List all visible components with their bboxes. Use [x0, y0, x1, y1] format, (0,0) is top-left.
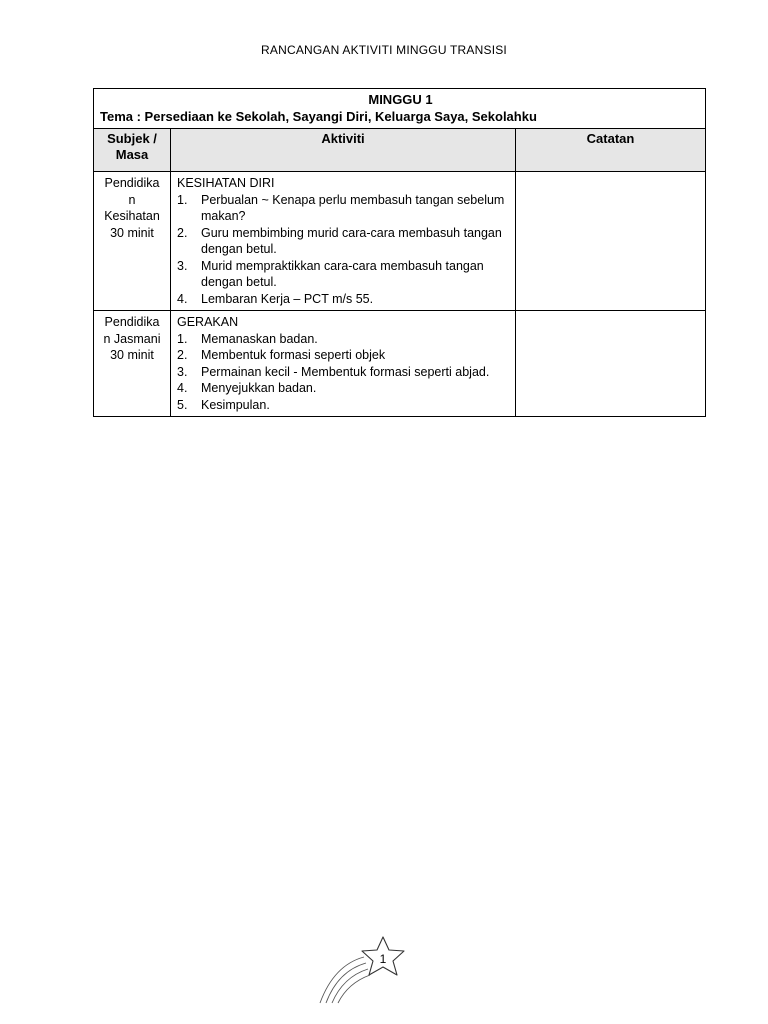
item-text: Permainan kecil - Membentuk formasi seperti abjad. — [201, 364, 490, 379]
item-text: Perbualan ~ Kenapa perlu membasuh tangan sebelum makan? — [201, 192, 505, 223]
activity-cell — [171, 172, 516, 311]
notes-cell — [516, 172, 706, 311]
item-number: 4. — [177, 381, 188, 395]
activity-heading: KESIHATAN DIRI — [177, 176, 275, 190]
list-item — [177, 331, 511, 348]
subject-line: 30 minit — [110, 348, 154, 362]
subject-line: n Jasmani — [103, 331, 161, 346]
item-text: Membentuk formasi seperti objek — [201, 348, 386, 362]
title-cell — [94, 89, 706, 129]
notes-cell — [516, 311, 706, 417]
subject-line: Pendidika — [104, 176, 160, 190]
page-header: RANCANGAN AKTIVITI MINGGU TRANSISI — [261, 43, 507, 57]
item-text: Murid mempraktikkan cara-cara membasuh tangan dengan betul. — [201, 258, 484, 289]
subject-line: n — [128, 192, 136, 207]
item-number: 2. — [177, 225, 188, 240]
item-number: 3. — [177, 364, 188, 379]
column-header-activity: Aktiviti — [171, 129, 516, 172]
activity-heading: GERAKAN — [177, 315, 239, 329]
subject-line: 30 minit — [110, 225, 154, 240]
list-item — [177, 192, 511, 225]
list-item — [177, 258, 511, 291]
item-number: 2. — [177, 348, 188, 362]
item-text: Lembaran Kerja – PCT m/s 55. — [201, 291, 374, 306]
item-text: Guru membimbing murid cara-cara membasuh tangan dengan betul. — [201, 225, 502, 256]
column-header-notes: Catatan — [516, 129, 706, 172]
item-text: Menyejukkan badan. — [201, 381, 317, 395]
list-item — [177, 225, 511, 258]
title-row — [94, 89, 706, 129]
page-number: 1 — [379, 952, 387, 966]
column-header-subject: Subjek / Masa — [94, 129, 171, 172]
subject-cell — [94, 172, 171, 311]
activity-list — [177, 331, 511, 414]
activity-cell — [171, 311, 516, 417]
shooting-star-icon — [316, 935, 414, 1005]
item-number: 3. — [177, 258, 188, 273]
list-item — [177, 347, 511, 364]
list-item — [177, 397, 511, 414]
list-item — [177, 380, 511, 397]
item-number: 1. — [177, 331, 188, 346]
item-text: Memanaskan badan. — [201, 331, 318, 346]
table-row — [94, 311, 706, 417]
activity-list — [177, 192, 511, 308]
item-number: 4. — [177, 291, 188, 306]
list-item — [177, 291, 511, 308]
list-item — [177, 364, 511, 381]
activity-plan-table — [93, 88, 706, 417]
item-number: 1. — [177, 192, 188, 207]
week-title: MINGGU 1 — [368, 92, 433, 107]
table-row — [94, 172, 706, 311]
subject-cell — [94, 311, 171, 417]
subject-line: Pendidika — [104, 315, 160, 329]
column-header-row — [94, 129, 706, 172]
subject-line: Kesihatan — [104, 209, 160, 223]
theme-text: Tema : Persediaan ke Sekolah, Sayangi Diri, Keluarga Saya, Sekolahku — [100, 108, 537, 124]
item-text: Kesimpulan. — [201, 397, 270, 412]
item-number: 5. — [177, 397, 188, 412]
